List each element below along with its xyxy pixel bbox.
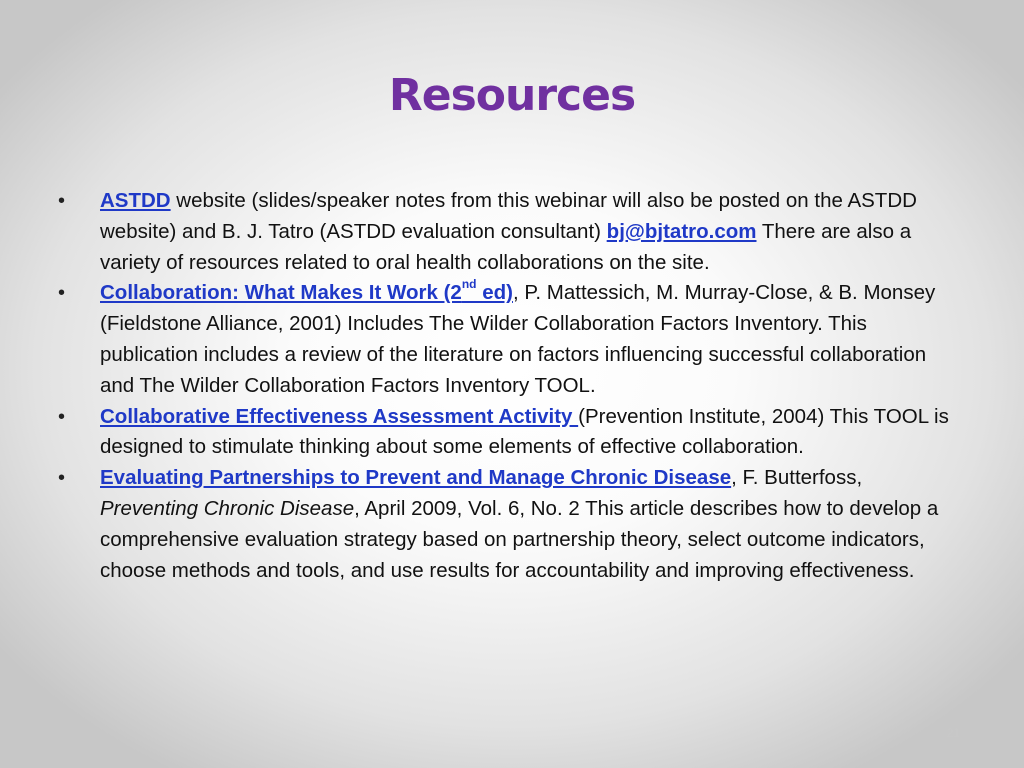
assessment-activity-link[interactable]: Collaborative Effectiveness Assessment Activity [100, 404, 579, 428]
collaboration-book-link-end: ed) [476, 281, 513, 305]
evaluating-partnerships-author: , F. Butterfoss, [731, 466, 863, 490]
collaboration-book-link-text: Collaboration: What Makes It Work (2 [100, 281, 462, 305]
bullet-icon: • [58, 405, 66, 428]
collaboration-book-link[interactable] [100, 276, 513, 305]
evaluating-partnerships-description: , April 2009, Vol. 6, No. 2 This article describes how to develop a comprehensive evaluation strategy based on partnership theory, select outcome indicators, choose methods and tools, and use results for accountability and improving effectiveness. [100, 496, 939, 582]
slide-title: Resources [388, 70, 636, 121]
bullet-icon: • [58, 282, 66, 305]
page-number: 21 [946, 726, 960, 740]
astdd-description: website (slides/speaker notes from this webinar will also be posted on the ASTDD website) and B. J. Tatro (ASTDD evaluation consultant) [100, 189, 917, 243]
list-item-evaluating-partnerships [58, 463, 962, 586]
edition-superscript: nd [461, 276, 477, 291]
astdd-description-more: There are also a variety of resources related to oral health collaborations on the site. [100, 219, 912, 274]
list-item-collaboration-book [58, 278, 962, 401]
evaluating-partnerships-link[interactable]: Evaluating Partnerships to Prevent and Manage Chronic Disease [100, 466, 732, 490]
bullet-icon: • [58, 467, 66, 490]
list-item-assessment-activity [58, 402, 962, 464]
resource-list [58, 186, 962, 586]
email-link[interactable]: bj@bjtatro.com [606, 219, 757, 243]
astdd-link[interactable]: ASTDD [100, 189, 171, 212]
collaboration-book-description: , P. Mattessich, M. Murray-Close, & B. Monsey (Fieldstone Alliance, 2001) Includes The Wilder Collaboration Factors Inventory. This publication includes a review of the literature on factors influencing successful collaboration and The Wilder Collaboration Factors Inventory TOOL. [100, 281, 936, 397]
list-item-astdd [58, 186, 962, 278]
bullet-icon: • [58, 190, 66, 212]
journal-name: Preventing Chronic Disease [100, 496, 355, 520]
assessment-activity-description: (Prevention Institute, 2004) This TOOL is designed to stimulate thinking about some elements of effective collaboration. [100, 404, 949, 459]
